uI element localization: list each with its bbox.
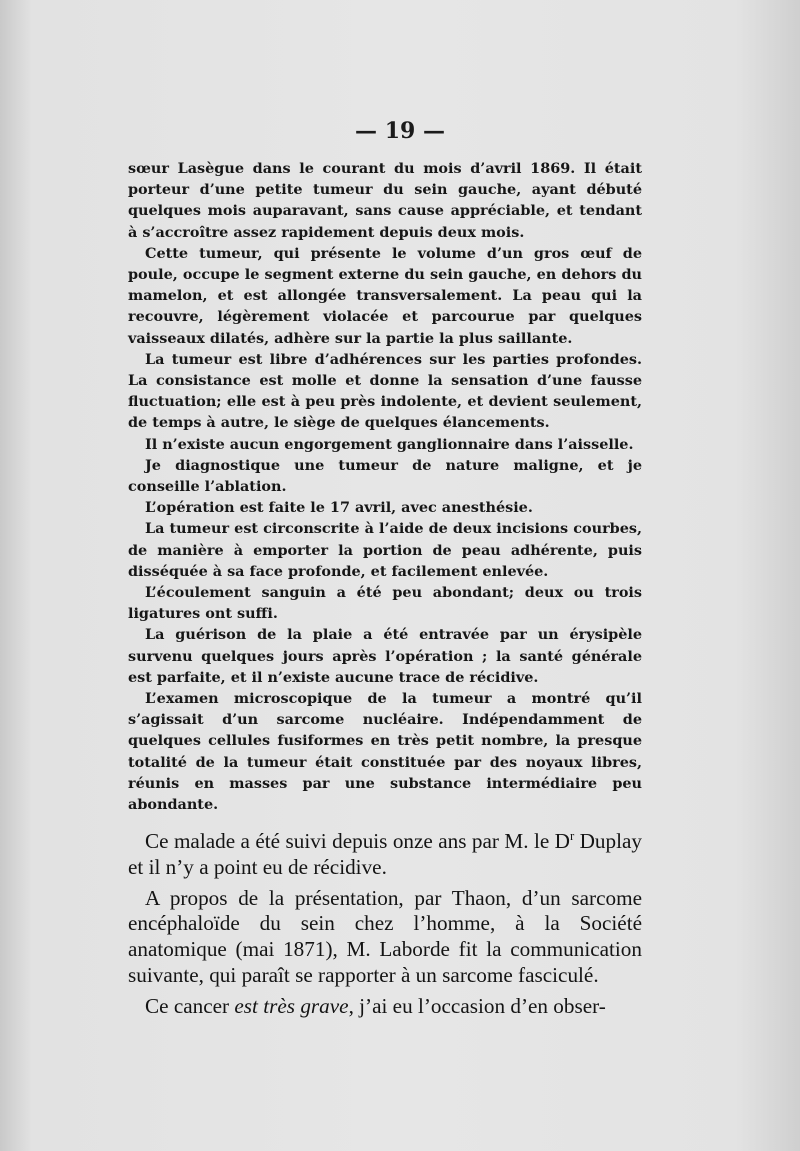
paragraph: A propos de la présentation, par Thaon, d’un sarcome encéphaloïde du sein chez l’homme, à la Société anatomique (mai 1871), M. Laborde fit la communication suivante, qui paraît se rapporter à un sarcome fasciculé. [128, 885, 642, 987]
paragraph: L’examen microscopique de la tumeur a montré qu’il s’agissait d’un sarcome nucléaire. Indépendamment de quelques cellules fusiformes en très petit nombre, la presque totalité de la tumeur était constituée par des noyaux libres, réunis en masses par une substance intermédiaire peu abondante. [128, 690, 642, 814]
paragraph [128, 994, 642, 1020]
paragraph: La tumeur est circonscrite à l’aide de deux incisions courbes, de manière à emporter la portion de peau adhérente, puis disséquée à sa face profonde, et facilement enlevée. [128, 520, 642, 580]
superscript: r [569, 828, 575, 843]
text-run: Ce malade a été suivi depuis onze ans par M. le D [145, 829, 570, 853]
text-run: , j’ai eu l’occasion d’en obser- [348, 993, 606, 1018]
paragraph: Cette tumeur, qui présente le volume d’un gros œuf de poule, occupe le segment externe du sein gauche, en dehors du mamelon, et est allongée transversalement. La peau qui la recouvre, légèrement violacée et parcourue par quelques vaisseaux dilatés, adhère sur la partie la plus saillante. [128, 244, 642, 347]
page-number: — 19 — [355, 118, 445, 144]
italic-text: est très grave [234, 993, 349, 1018]
paragraph: L’opération est faite le 17 avril, avec anesthésie. [145, 499, 533, 517]
text-run: Duplay et il n’y a point eu de récidive. [128, 829, 642, 879]
paragraph: sœur Lasègue dans le courant du mois d’avril 1869. Il était porteur d’une petite tumeur du sein gauche, ayant débuté quelques mois auparavant, sans cause appréciable, et tendant à s’accroître assez rapidement depuis deux mois. [128, 160, 642, 241]
paragraph: La tumeur est libre d’adhérences sur les parties profondes. La consistance est molle et donne la sensation d’une fausse fluctuation; elle est à peu près indolente, et devient seulement, de temps à autre, le siège de quelques élancements. [128, 350, 642, 432]
paragraph [128, 829, 642, 881]
case-report-text [128, 158, 642, 815]
paragraph: L’écoulement sanguin a été peu abondant; deux ou trois ligatures ont suffi. [128, 584, 642, 623]
text-run: Ce cancer [145, 993, 235, 1018]
paragraph: Il n’existe aucun engorgement ganglionnaire dans l’aisselle. [145, 435, 634, 453]
paragraph: Je diagnostique une tumeur de nature maligne, et je conseille l’ablation. [128, 456, 642, 496]
paragraph: La guérison de la plaie a été entravée par un érysipèle survenu quelques jours après l’opération ; la santé générale est parfaite, et il n’existe aucune trace de récidive. [128, 626, 642, 686]
main-body-text [128, 829, 642, 1020]
